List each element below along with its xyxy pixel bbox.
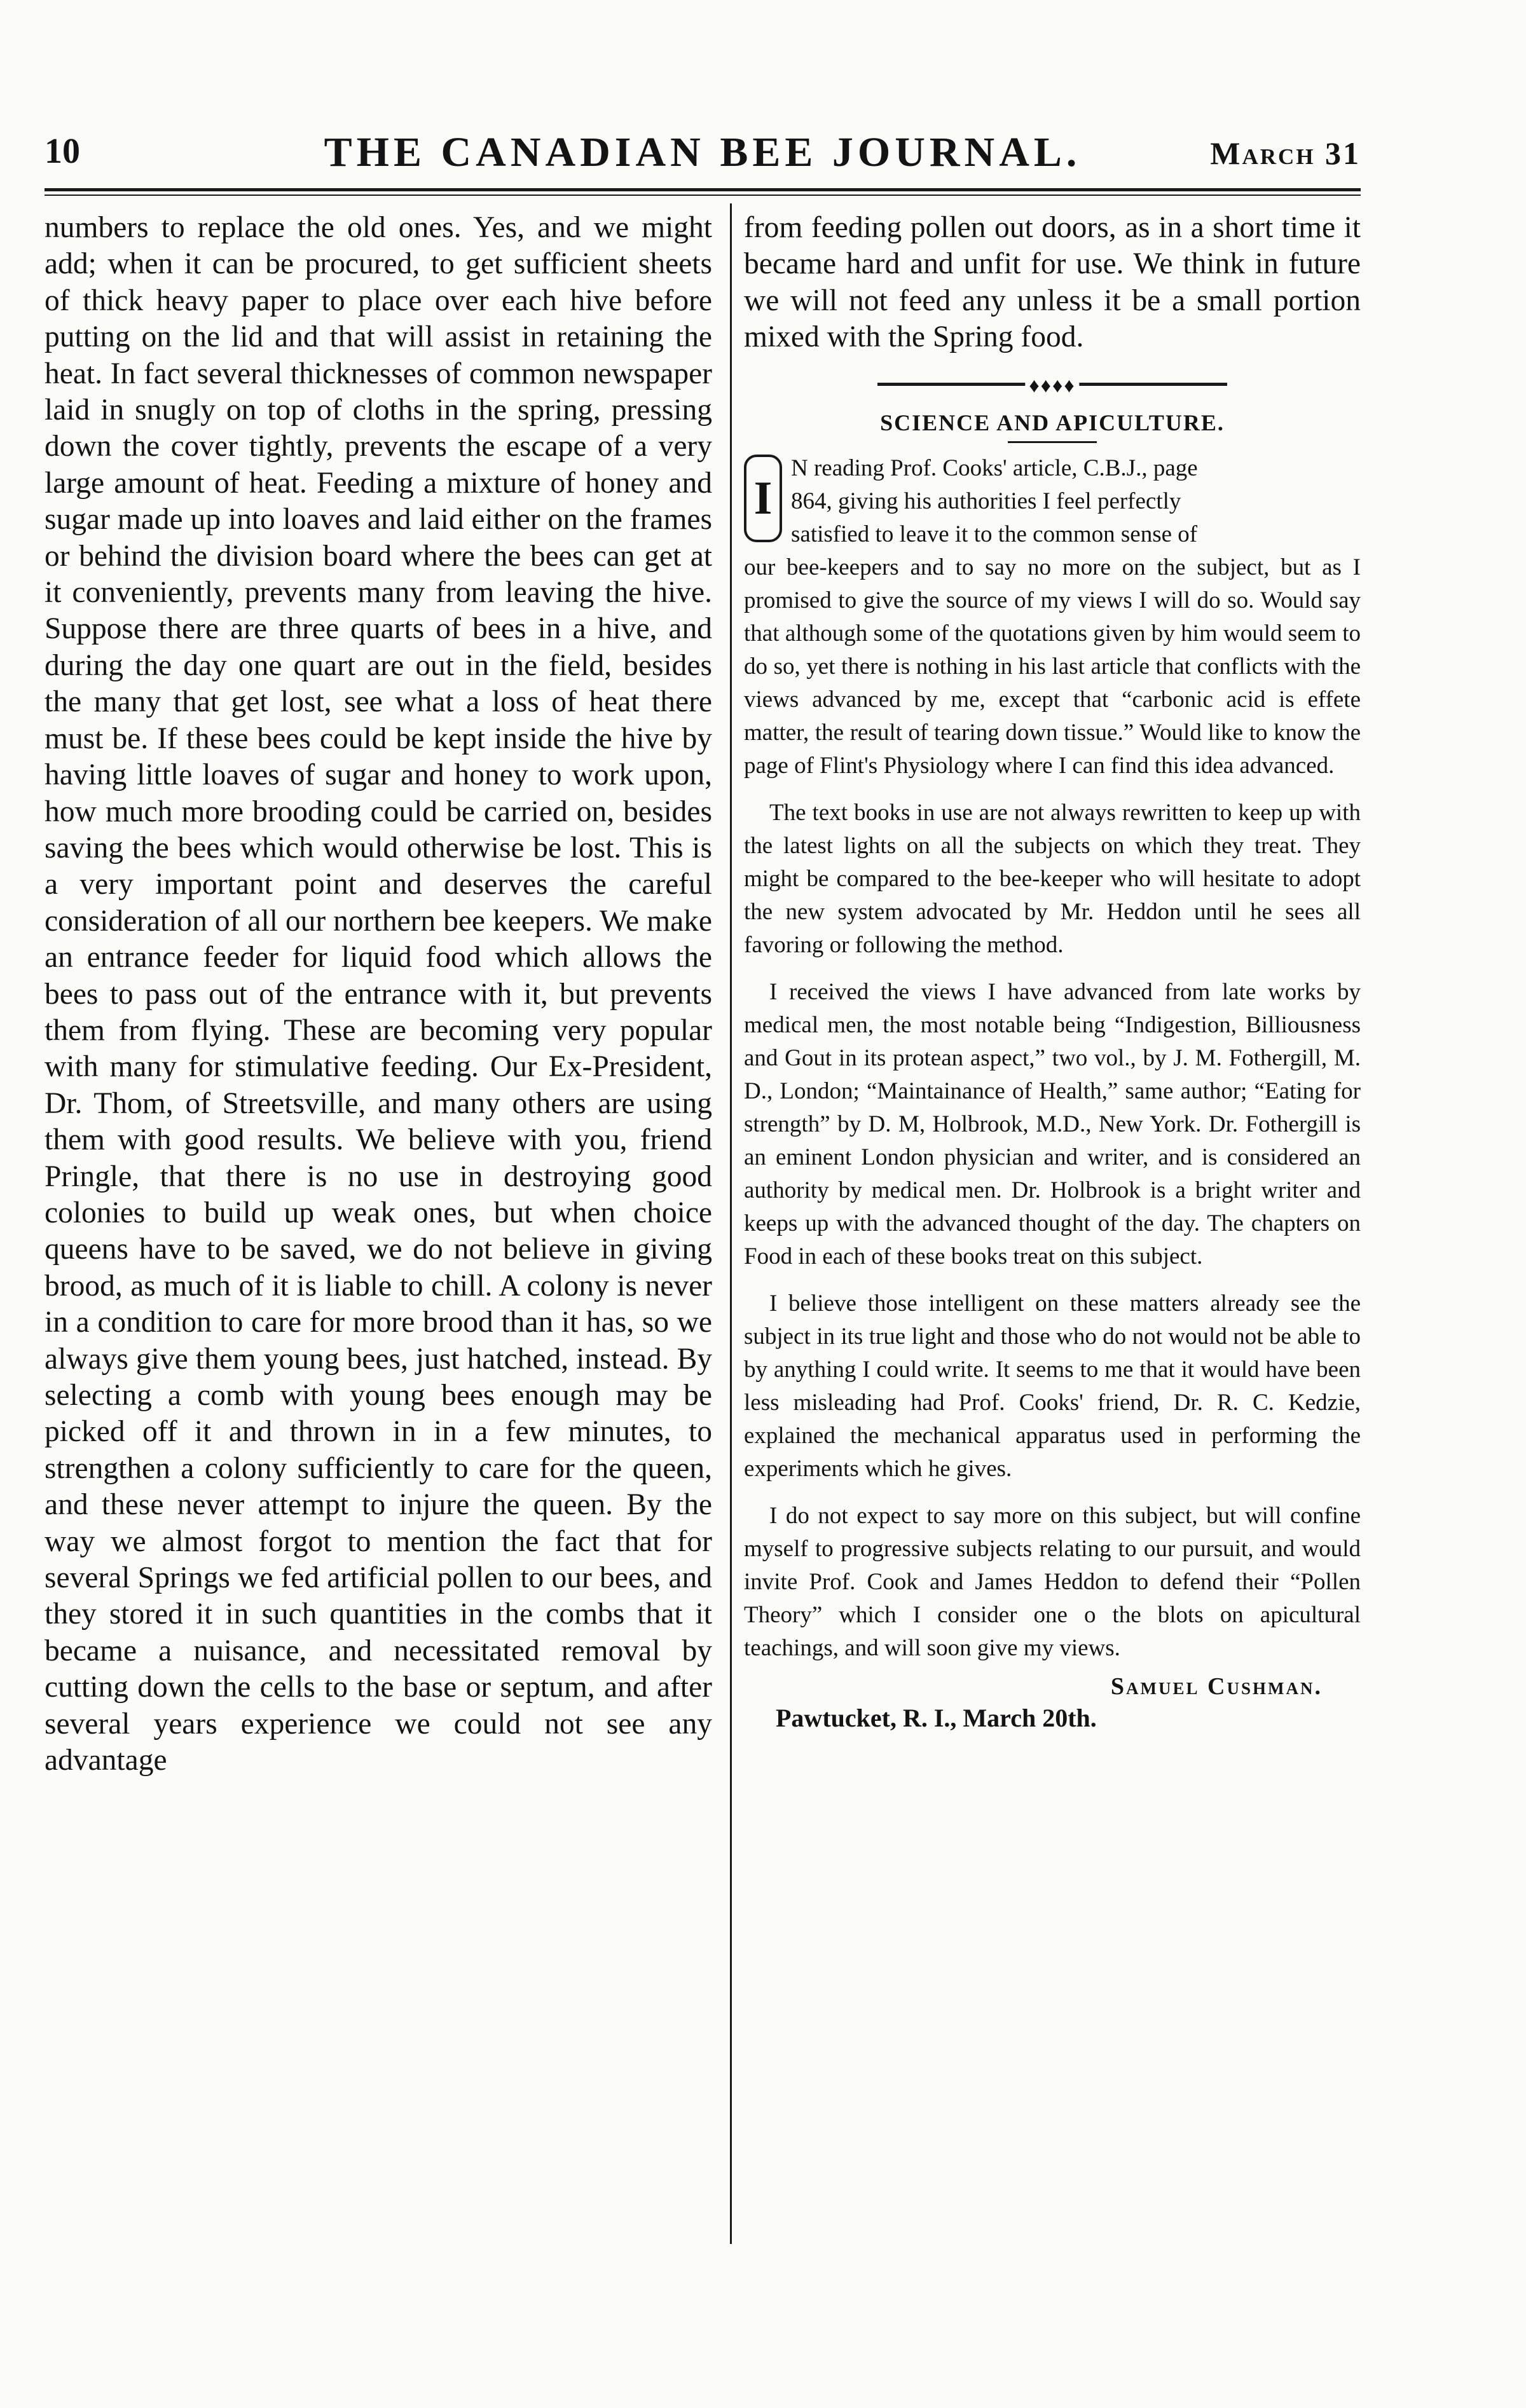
opening-line: 864, giving his authorities I feel perfectly — [791, 488, 1181, 514]
left-column-text: numbers to replace the old ones. Yes, and we might add; when it can be procured, to get sufficient sheets of thick heavy paper to place over each hive before putting on the lid and that will assist in retaining the heat. In fact several thicknesses of common newspaper laid in snugly on top of cloths in the spring, pressing down the cover tightly, prevents the escape of a very large amount of heat. Feeding a mixture of honey and sugar made up into loaves and laid either on the frames or behind the division board where the bees can get at it conveniently, prevents many from leaving the hive. Suppose there are three quarts of bees in a hive, and during the day one quart are out in the field, besides the many that get lost, see what a loss of heat there must be. If these bees could be kept inside the hive by having little loaves of sugar and honey to work upon, how much more brooding could be carried on, besides saving the bees which would otherwise be lost. This is a very important point and deserves the careful consideration of all our northern bee keepers. We make an entrance feeder for liquid food which allows the bees to pass out of the entrance with it, but prevents them from flying. These are becoming very popular with many for stimulative feeding. Our Ex-President, Dr. Thom, of Streetsville, and many others are using them with good results. We believe with you, friend Pringle, that there is no use in destroying good colonies to build up weak ones, but when choice queens have to be saved, we do not believe in giving brood, as much of it is liable to chill. A colony is never in a condition to care for more brood than it has, so we always give them young bees, just hatched, instead. By selecting a comb with young bees enough may be picked off it and thrown in in a few minutes, to strengthen a colony sufficiently to care for the queen, and these never attempt to injure the queen. By the way we almost forgot to mention the fact that for several Springs we fed artificial pollen to our bees, and they stored it in such quantities in the combs that it became a nuisance, and necessitated removal by cutting down the cells to the base or septum, and after several years experience we could not see any advantage — [45, 211, 712, 1777]
journal-title: THE CANADIAN BEE JOURNAL. — [324, 129, 1082, 175]
drop-cap: I — [744, 455, 782, 542]
page-header — [45, 125, 1361, 188]
left-column — [45, 210, 712, 1779]
section-ornament — [744, 373, 1361, 397]
heading-rule — [1008, 441, 1097, 443]
article-paragraph-1: our bee-keepers and to say no more on the subject, but as I promised to give the source of my views I will do so. Would say that although some of the quotations given by him would seem to do so, yet there is nothing in his last article that conflicts with the views advanced by me, except that “carbonic acid is effete matter, the result of tearing down tissue.” Would like to know the page of Flint's Physiology where I can find this idea advanced. — [744, 554, 1361, 779]
article-heading: SCIENCE AND APICULTURE. — [880, 409, 1225, 435]
dateline: Pawtucket, R. I., March 20th. — [776, 1703, 1097, 1732]
article-paragraph-5: I do not expect to say more on this subject, but will confine myself to progressive subjects relating to our pursuit, and would invite Prof. Cook and James Heddon to defend their “Pollen Theory” which I consider one o the blots on apicultural teachings, and will soon give my views. — [744, 1502, 1361, 1661]
article-opening — [744, 452, 1361, 551]
article-paragraph-4: I believe those intelligent on these matters already see the subject in its true light and those who do not would not be able to by anything I could write. It seems to me that it would have been less misleading had Prof. Cooks' friend, Dr. R. C. Kedzie, explained the mechanical apparatus used in performing the experiments which he gives. — [744, 1290, 1361, 1482]
article-paragraph-2: The text books in use are not always rewritten to keep up with the latest lights on all the subjects on which they treat. They might be compared to the bee-keeper who will hesitate to adopt the new system advocated by Mr. Heddon until he sees all favoring or following the method. — [744, 799, 1361, 958]
opening-line: N reading Prof. Cooks' article, C.B.J., page — [791, 455, 1198, 481]
header-rule — [45, 188, 1361, 191]
opening-line: satisfied to leave it to the common sense of — [791, 521, 1198, 547]
page-number: 10 — [45, 132, 80, 171]
issue-date: March 31 — [1210, 135, 1361, 171]
column-divider — [730, 203, 732, 2244]
header-rule-thin — [45, 195, 1361, 196]
ornament-knot: ♦♦♦♦ — [1025, 374, 1079, 397]
article-paragraph-3: I received the views I have advanced from late works by medical men, the most notable being “Indigestion, Billiousness and Gout in its protean aspect,” two vol., by J. M. Fothergill, M. D., London; “Maintainance of Health,” same author; “Eating for strength” by D. M, Holbrook, M.D., New York. Dr. Fothergill is an eminent London physician and writer, and is considered an authority by medical men. Dr. Holbrook is a bright writer and keeps up with the advanced thought of the day. The chapters on Food in each of these books treat on this subject. — [744, 978, 1361, 1269]
continuation-text: from feeding pollen out doors, as in a short time it became hard and unfit for use. We think in future we will not feed any unless it be a small portion mixed with the Spring food. — [744, 211, 1361, 354]
author-signature: Samuel Cushman. — [1110, 1673, 1323, 1700]
right-column — [744, 210, 1361, 1733]
